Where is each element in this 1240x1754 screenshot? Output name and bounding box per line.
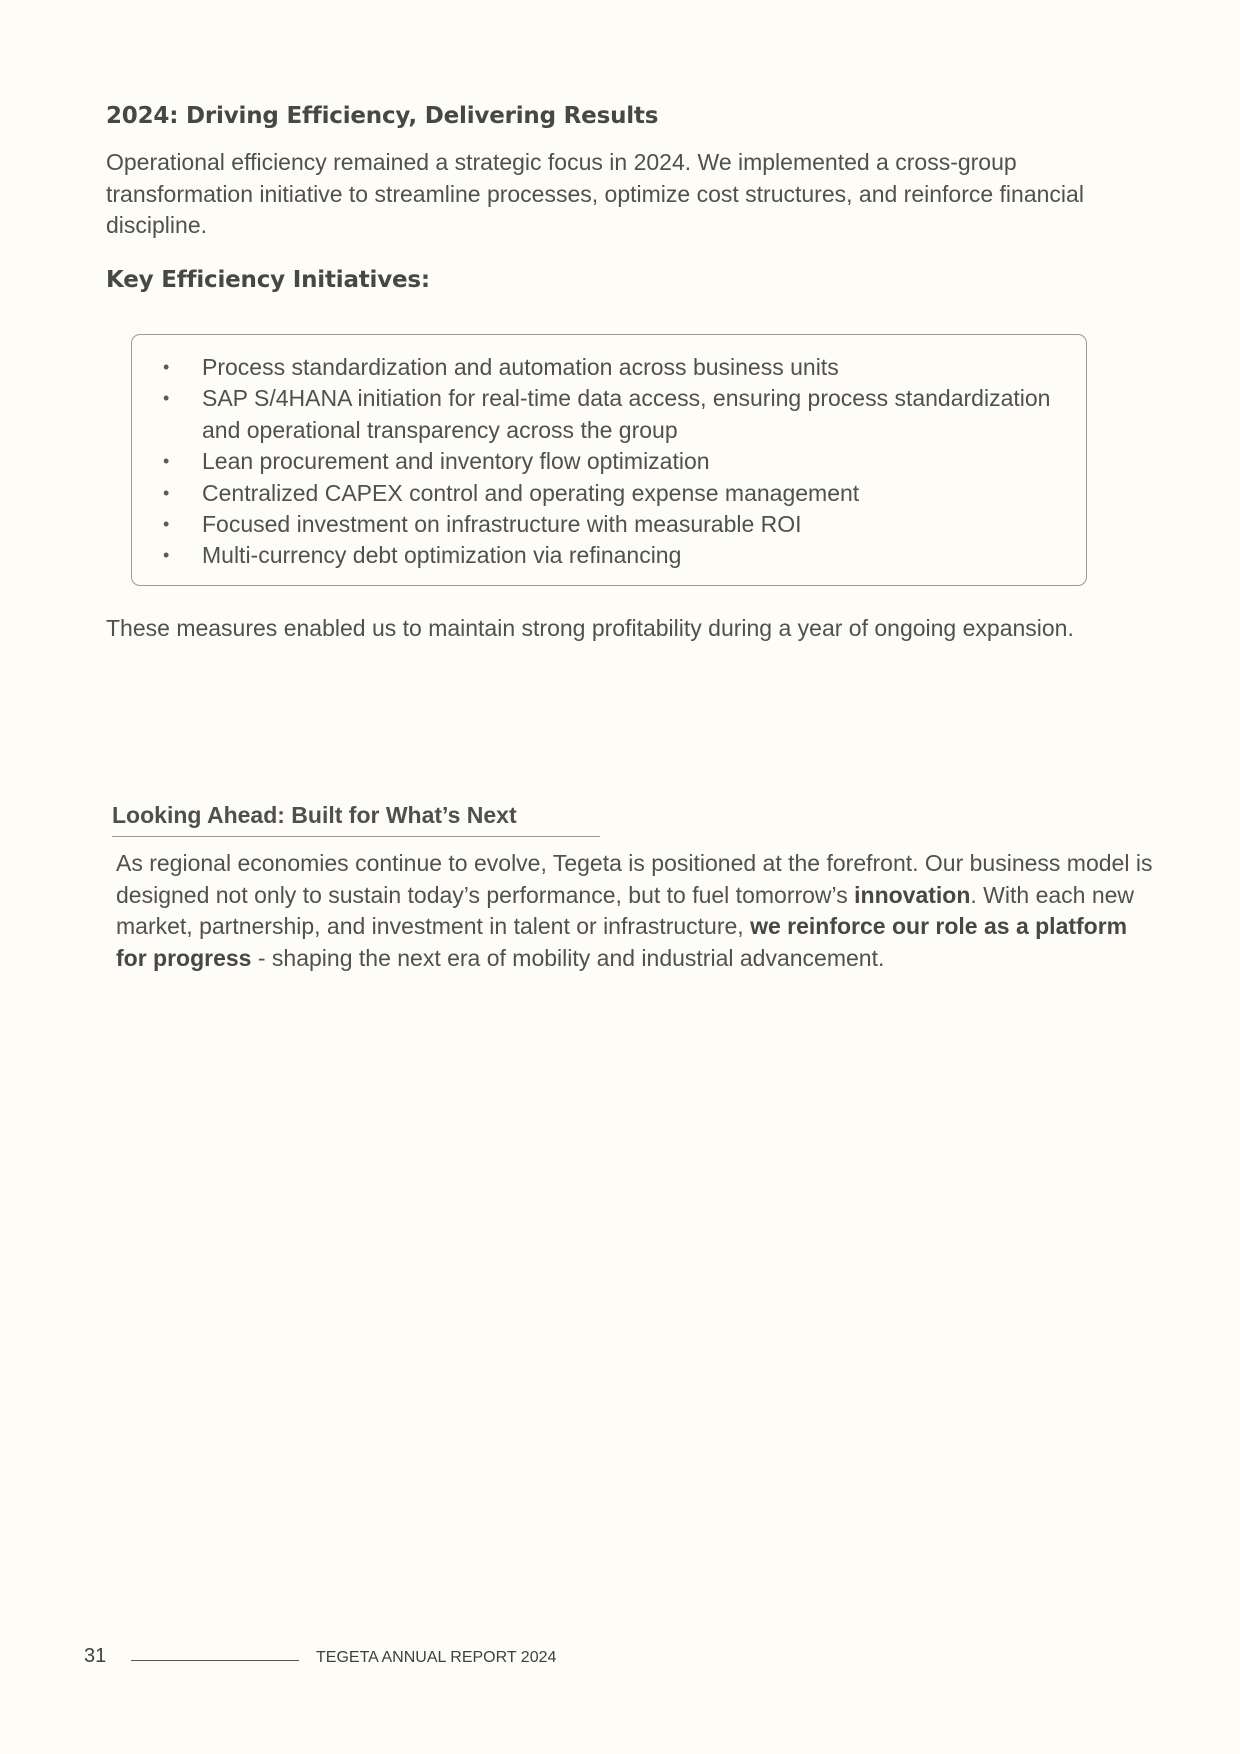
section-title: 2024: Driving Efficiency, Delivering Results — [106, 103, 659, 129]
intro-paragraph: Operational efficiency remained a strategic focus in 2024. We implemented a cross-group transformation initiative to streamline processes, optimize cost structures, and reinforce financial discipline. — [106, 149, 1084, 238]
list-item — [132, 509, 1086, 540]
looking-ahead-text-2: . With each new market, partnership, and investment in talent or infrastructure, — [116, 881, 1135, 939]
looking-ahead-bold-1: innovation — [854, 881, 971, 908]
looking-ahead-bold-2: we reinforce our role as a platform for progress — [116, 913, 1128, 971]
list-item — [132, 540, 1086, 571]
list-item-text: Multi-currency debt optimization via refinancing — [202, 542, 682, 569]
initiatives-list — [132, 335, 1086, 572]
list-item-text: Process standardization and automation across business units — [202, 354, 839, 380]
list-item — [132, 352, 1086, 383]
initiatives-box — [131, 334, 1087, 586]
list-item — [132, 446, 1086, 477]
list-item-text: Centralized CAPEX control and operating expense management — [202, 479, 860, 506]
looking-ahead-paragraph — [116, 848, 1156, 974]
looking-ahead-title: Looking Ahead: Built for What’s Next — [112, 800, 600, 837]
list-item-text: Focused investment on infrastructure with measurable ROI — [202, 511, 802, 538]
looking-ahead-text-3: - shaping the next era of mobility and industrial advancement. — [251, 944, 885, 971]
footer-report-title: TEGETA ANNUAL REPORT 2024 — [316, 1649, 557, 1666]
footer-divider — [131, 1660, 299, 1661]
initiatives-subtitle: Key Efficiency Initiatives: — [106, 267, 430, 293]
bullet-icon: • — [163, 514, 170, 535]
bullet-icon: • — [163, 545, 170, 566]
list-item-text: SAP S/4HANA initiation for real-time data access, ensuring process standardization and operational transparency across the group — [202, 385, 1051, 443]
list-item-text: Lean procurement and inventory flow optimization — [202, 448, 710, 475]
conclusion-paragraph: These measures enabled us to maintain strong profitability during a year of ongoing expansion. — [106, 615, 1074, 641]
bullet-icon: • — [163, 482, 170, 503]
list-item — [132, 383, 1086, 446]
page-number: 31 — [84, 1645, 107, 1667]
bullet-icon: • — [163, 357, 170, 377]
bullet-icon: • — [163, 388, 170, 409]
list-item — [132, 478, 1086, 509]
looking-ahead-text-1: As regional economies continue to evolve, Tegeta is positioned at the forefront. Our business model is designed not only to sustain today’s performance, but to fuel tomorrow’s — [116, 850, 1153, 908]
bullet-icon: • — [163, 451, 170, 472]
